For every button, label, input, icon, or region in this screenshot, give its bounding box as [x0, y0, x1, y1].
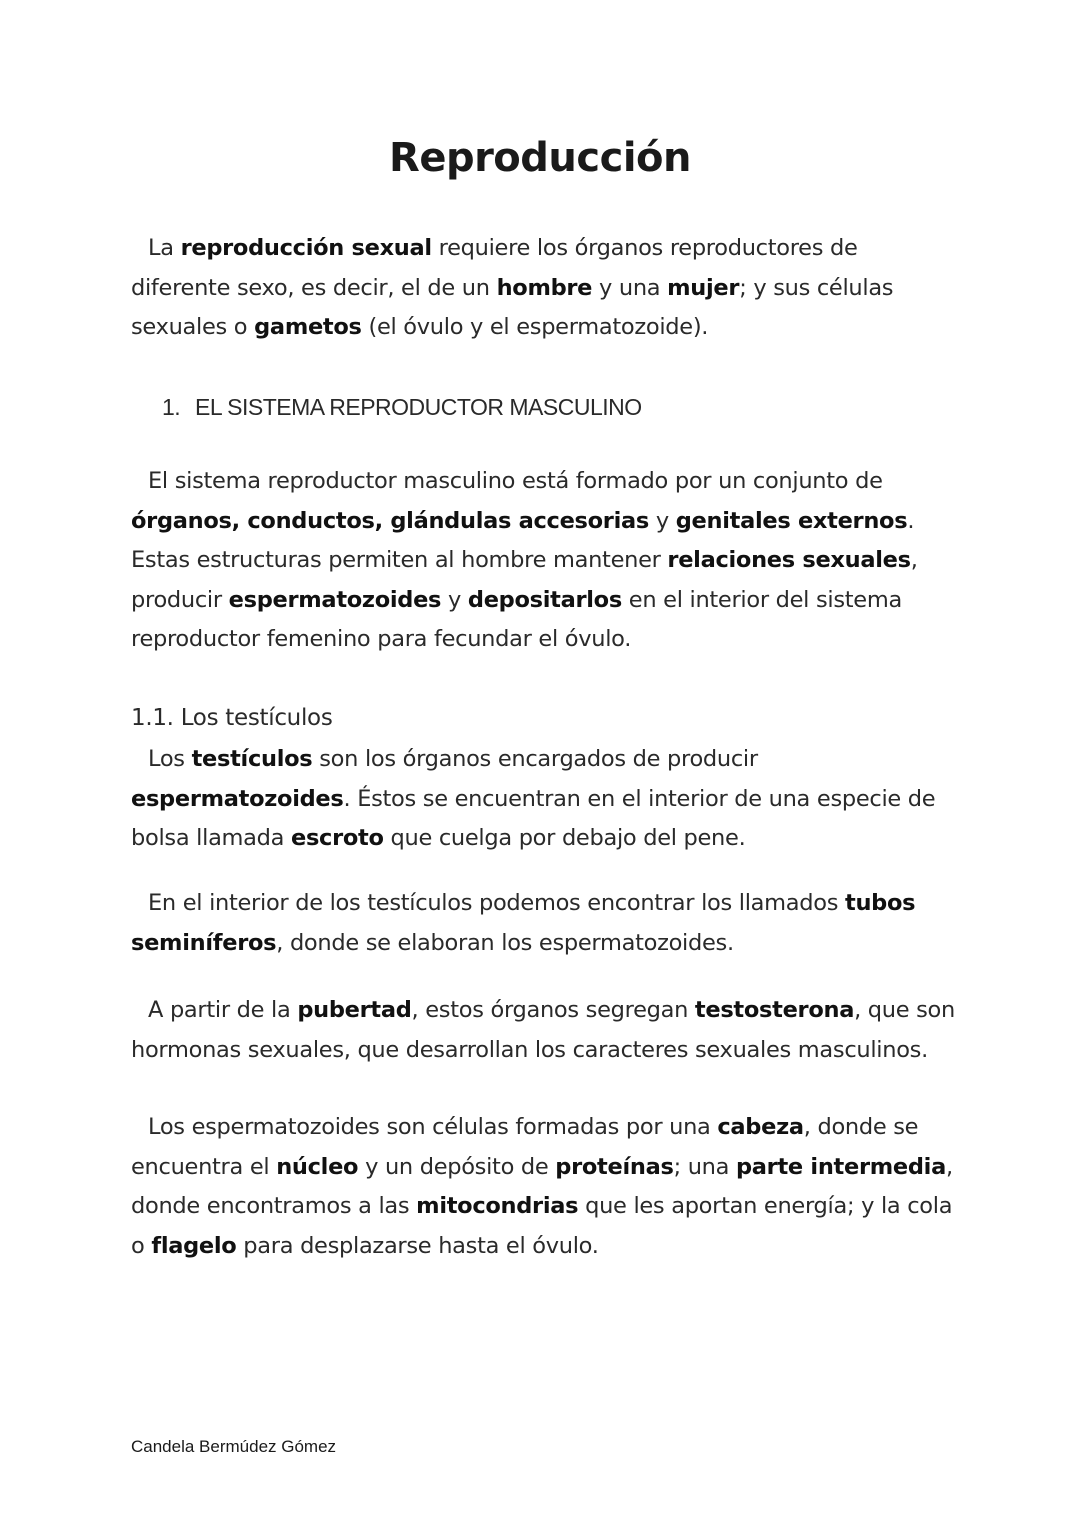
- text-run: en el interior del sistema reproductor femenino para fecundar el óvulo.: [131, 586, 902, 652]
- bold-term: depositarlos: [467, 586, 622, 613]
- text-run: ; una: [673, 1153, 736, 1180]
- bold-term: pubertad: [297, 997, 412, 1023]
- pubertad-paragraph: [131, 991, 961, 1070]
- bold-term: hombre: [496, 274, 593, 301]
- text-run: , donde encontramos a las: [131, 1153, 953, 1219]
- text-run: . Estas estructuras permiten al hombre mantener: [131, 507, 915, 573]
- tubos-paragraph: [131, 884, 961, 963]
- bold-term: mitocondrias: [416, 1193, 579, 1219]
- text-run: que cuelga por debajo del pene.: [383, 825, 746, 851]
- bold-term: tubos seminíferos: [131, 890, 916, 956]
- text-run: y: [441, 586, 468, 613]
- text-run: para desplazarse hasta el óvulo.: [236, 1232, 599, 1259]
- text-run: y: [648, 507, 676, 534]
- text-run: , producir: [131, 547, 918, 613]
- text-run: ; y sus células sexuales o: [131, 274, 894, 340]
- testiculos-paragraph: [131, 740, 961, 859]
- author-footer: Candela Bermúdez Gómez: [131, 1437, 337, 1456]
- bold-term: gametos: [254, 314, 362, 340]
- text-run: y una: [592, 274, 668, 301]
- text-run: El sistema reproductor masculino está formado por un conjunto de: [148, 468, 883, 494]
- text-run: En el interior de los testículos podemos encontrar los llamados: [148, 890, 845, 916]
- section-number: 1.: [162, 394, 181, 420]
- text-run: Los: [148, 746, 192, 772]
- text-run: (el óvulo y el espermatozoide).: [361, 314, 709, 340]
- bold-term: núcleo: [276, 1153, 359, 1180]
- section-heading: [162, 390, 642, 424]
- section-title: EL SISTEMA REPRODUCTOR MASCULINO: [195, 394, 642, 420]
- bold-term: testosterona: [694, 997, 855, 1023]
- text-run: requiere los órganos reproductores de diferente sexo, es decir, el de un: [131, 235, 858, 301]
- text-run: , donde se elaboran los espermatozoides.: [276, 929, 734, 956]
- bold-term: genitales externos: [675, 507, 908, 534]
- page-title: Reproducción: [389, 135, 691, 181]
- espermatozoides-paragraph: [131, 1108, 961, 1266]
- text-run: A partir de la: [148, 997, 298, 1023]
- bold-term: reproducción sexual: [180, 235, 432, 261]
- bold-term: parte intermedia: [735, 1153, 946, 1180]
- bold-term: órganos, conductos, glándulas accesorias: [131, 507, 649, 534]
- bold-term: escroto: [290, 825, 384, 851]
- bold-term: testículos: [191, 746, 313, 772]
- text-run: que les aportan energía; y la cola o: [131, 1193, 953, 1259]
- text-run: . Éstos se encuentran en el interior de una especie de bolsa llamada: [131, 785, 936, 851]
- text-run: , estos órganos segregan: [411, 997, 695, 1023]
- text-run: son los órganos encargados de producir: [312, 746, 758, 772]
- bold-term: flagelo: [151, 1232, 237, 1259]
- text-run: Los espermatozoides son células formadas por una: [148, 1114, 718, 1140]
- bold-term: relaciones sexuales: [667, 547, 911, 573]
- subsection-title: 1.1. Los testículos: [131, 705, 333, 731]
- text-run: La: [148, 235, 181, 261]
- text-run: y un depósito de: [358, 1153, 556, 1180]
- intro-paragraph: [131, 229, 961, 348]
- bold-term: mujer: [667, 274, 740, 301]
- text-run: , que son hormonas sexuales, que desarrollan los caracteres sexuales masculinos.: [131, 997, 955, 1063]
- bold-term: espermatozoides: [131, 785, 344, 812]
- bold-term: cabeza: [717, 1114, 804, 1140]
- section-paragraph: [131, 462, 961, 660]
- bold-term: espermatozoides: [228, 586, 442, 613]
- text-run: , donde se encuentra el: [131, 1114, 919, 1180]
- bold-term: proteínas: [555, 1153, 674, 1180]
